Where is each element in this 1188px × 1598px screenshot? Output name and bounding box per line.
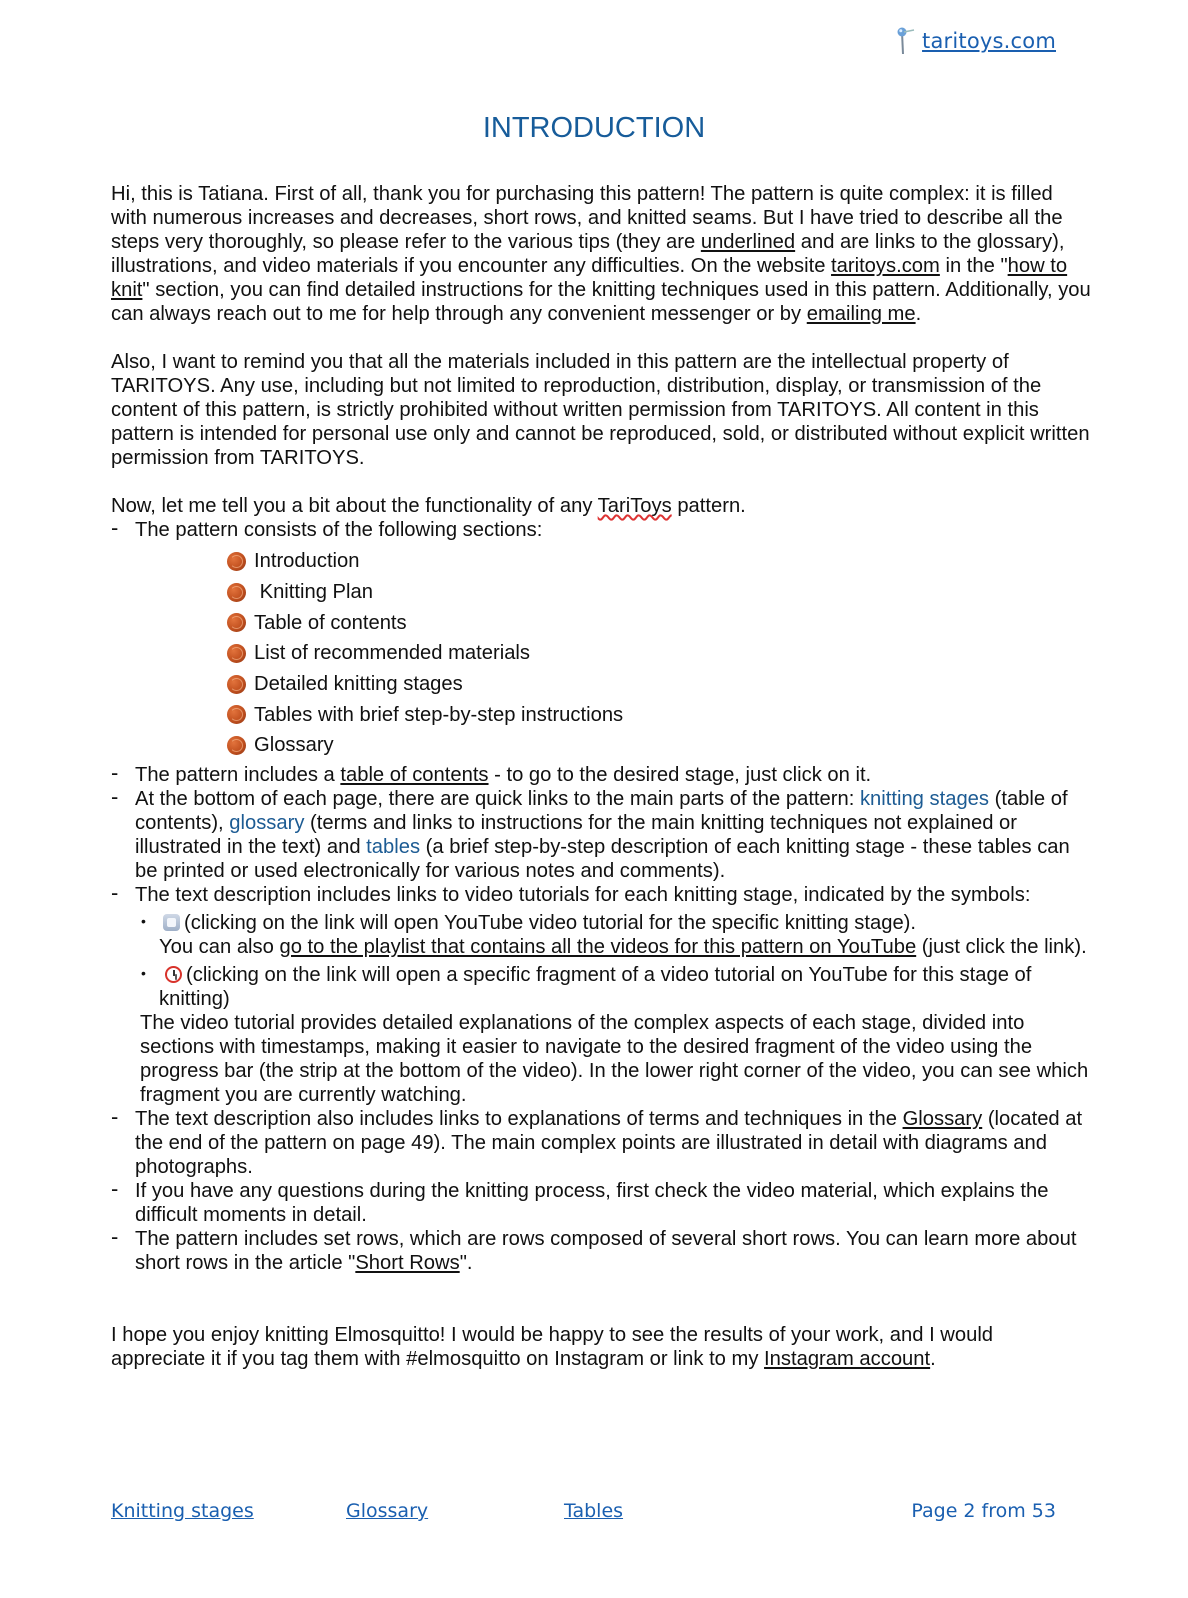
sections-list bbox=[227, 546, 1091, 761]
video-note: The video tutorial provides detailed explanations of the complex aspects of each stage, divided into sections with timestamps, making it easier to navigate to the desired fragment of the video using the progress bar (the strip at the bottom of the video). In the lower right corner of the video, you can see which fragment you are currently watching. bbox=[140, 1011, 1089, 1106]
alarm-clock-icon[interactable] bbox=[165, 966, 182, 983]
features-list bbox=[111, 518, 1091, 1275]
text: (just click the link). bbox=[916, 935, 1087, 958]
section-item bbox=[227, 638, 1091, 669]
text: The pattern consists of the following sections: bbox=[135, 519, 543, 541]
document-body bbox=[111, 182, 1091, 1371]
text: pattern. bbox=[671, 495, 746, 517]
instagram-link[interactable]: Instagram account bbox=[764, 1347, 931, 1370]
taritoys-link[interactable]: taritoys.com bbox=[922, 29, 1056, 53]
video-symbols-list bbox=[135, 911, 1091, 1011]
text: (a brief step-by-step description of each knitting stage - these tables can be printed or used electronically for various notes and comments). bbox=[135, 835, 1070, 882]
list-item-video bbox=[111, 883, 1091, 1107]
taritoys-site-link[interactable]: taritoys.com bbox=[831, 255, 940, 277]
copyright-paragraph: Also, I want to remind you that all the materials included in this pattern are the intellectual property of TARITOYS. Any use, including but not limited to reproduction, distribution, display, or transmission of the content of this pattern, is strictly prohibited without written permission from TARITOYS. All content in this pattern is intended for personal use only and cannot be reproduced, sold, or distributed without explicit written permission from TARITOYS. bbox=[111, 351, 1090, 469]
text: in the " bbox=[939, 255, 1008, 277]
text: The text description also includes links to explanations of terms and techniques in the bbox=[135, 1107, 903, 1130]
yarn-ball-icon bbox=[227, 583, 246, 602]
intro-paragraph-1 bbox=[111, 182, 1091, 326]
text: Hi, this is Tatiana. First of all, thank you for purchasing this pattern! The pattern is quite complex: it is filled with numerous increases and decreases, short rows, and knitted seams. But I have tried to describe all the steps very thoroughly, so please refer to the various tips (they are bbox=[111, 183, 1063, 253]
email-link[interactable]: emailing me bbox=[806, 303, 916, 325]
section-item bbox=[227, 546, 1091, 577]
text: You can also bbox=[159, 935, 280, 958]
section-label: Introduction bbox=[254, 550, 360, 573]
page-footer bbox=[111, 1500, 1056, 1530]
underlined-link[interactable]: underlined bbox=[700, 231, 796, 253]
how-to-knit-link[interactable]: how to knit bbox=[111, 255, 1068, 301]
text: " section, you can find detailed instructions for the knitting techniques used in this pattern. Additionally, you can always reach out to me for help through any convenient messenger or by bbox=[111, 279, 1091, 325]
video-tutorial-icon[interactable] bbox=[163, 914, 180, 931]
page-number: Page 2 from 53 bbox=[911, 1500, 1056, 1522]
text: Now, let me tell you a bit about the functionality of any bbox=[111, 495, 598, 517]
text: (table of contents), bbox=[135, 787, 1068, 834]
text: and are links to the glossary), illustrations, and video materials if you encounter any difficulties. On the website bbox=[111, 231, 1065, 277]
footer-knitting-stages-link[interactable]: Knitting stages bbox=[111, 1500, 254, 1522]
site-header-link[interactable] bbox=[894, 26, 1056, 56]
text: At the bottom of each page, there are quick links to the main parts of the pattern: bbox=[135, 787, 860, 810]
text: . bbox=[915, 303, 922, 325]
section-label: Detailed knitting stages bbox=[254, 673, 463, 696]
text: I hope you enjoy knitting Elmosquitto! I would be happy to see the results of your work, and I would appreciate it if you tag them with #elmosquitto on Instagram or link to my bbox=[111, 1323, 994, 1370]
section-item bbox=[227, 699, 1091, 730]
section-item bbox=[227, 669, 1091, 700]
text: The pattern includes a bbox=[135, 763, 341, 786]
brand-name: TariToys bbox=[597, 495, 672, 517]
bullet-youtube bbox=[135, 911, 1091, 959]
youtube-playlist-link[interactable]: go to the playlist that contains all the videos for this pattern on YouTube bbox=[279, 935, 917, 958]
text: (clicking on the link will open a specific fragment of a video tutorial on YouTube for this stage of knitting) bbox=[159, 963, 1032, 1010]
yarn-ball-icon bbox=[227, 736, 246, 755]
page-title: INTRODUCTION bbox=[482, 112, 706, 144]
section-label: Table of contents bbox=[254, 611, 407, 634]
footer-tables-link[interactable]: Tables bbox=[564, 1500, 624, 1522]
section-label: List of recommended materials bbox=[254, 642, 531, 665]
text: (located at the end of the pattern on page 49). The main complex points are illustrated in detail with diagrams and photographs. bbox=[135, 1107, 1083, 1178]
section-label: Tables with brief step-by-step instructions bbox=[254, 703, 624, 726]
glossary-inline-link[interactable]: Glossary bbox=[902, 1107, 983, 1130]
yarn-ball-icon bbox=[227, 675, 246, 694]
yarn-ball-icon bbox=[227, 705, 246, 724]
text: ". bbox=[459, 1251, 473, 1274]
text: (clicking on the link will open YouTube video tutorial for the specific knitting stage). bbox=[184, 911, 917, 934]
text: The pattern includes set rows, which are rows composed of several short rows. You can learn more about short rows in the article " bbox=[135, 1227, 1077, 1274]
section-item bbox=[227, 577, 1091, 608]
table-of-contents-link[interactable]: table of contents bbox=[340, 763, 489, 786]
closing-paragraph bbox=[111, 1323, 1091, 1371]
list-item-questions: - If you have any questions during the knitting process, first check the video material, which explains the difficult moments in detail. bbox=[111, 1179, 1091, 1227]
yarn-ball-icon bbox=[227, 552, 246, 571]
short-rows-link[interactable]: Short Rows bbox=[355, 1251, 460, 1274]
functionality-intro bbox=[111, 494, 1091, 518]
footer-glossary-link[interactable]: Glossary bbox=[346, 1500, 429, 1522]
list-item-quick-links bbox=[111, 787, 1091, 883]
bullet-timestamp bbox=[135, 963, 1091, 1011]
text: (terms and links to instructions for the main knitting techniques not explained or illustrated in the text) and bbox=[135, 811, 1017, 858]
section-item bbox=[227, 730, 1091, 761]
section-item bbox=[227, 607, 1091, 638]
glossary-link[interactable]: glossary bbox=[229, 811, 305, 834]
section-label: Knitting Plan bbox=[254, 581, 373, 604]
text: . bbox=[930, 1347, 936, 1370]
pin-icon bbox=[894, 26, 916, 56]
tables-link[interactable]: tables bbox=[366, 835, 421, 858]
yarn-ball-icon bbox=[227, 644, 246, 663]
list-item-sections bbox=[111, 518, 1091, 761]
text: - to go to the desired stage, just click on it. bbox=[488, 763, 872, 786]
list-item-short-rows bbox=[111, 1227, 1091, 1275]
section-label: Glossary bbox=[254, 734, 334, 757]
text: The text description includes links to video tutorials for each knitting stage, indicated by the symbols: bbox=[135, 883, 1031, 906]
yarn-ball-icon bbox=[227, 613, 246, 632]
knitting-stages-link[interactable]: knitting stages bbox=[859, 787, 989, 810]
list-item-toc bbox=[111, 763, 1091, 787]
list-item-glossary bbox=[111, 1107, 1091, 1179]
